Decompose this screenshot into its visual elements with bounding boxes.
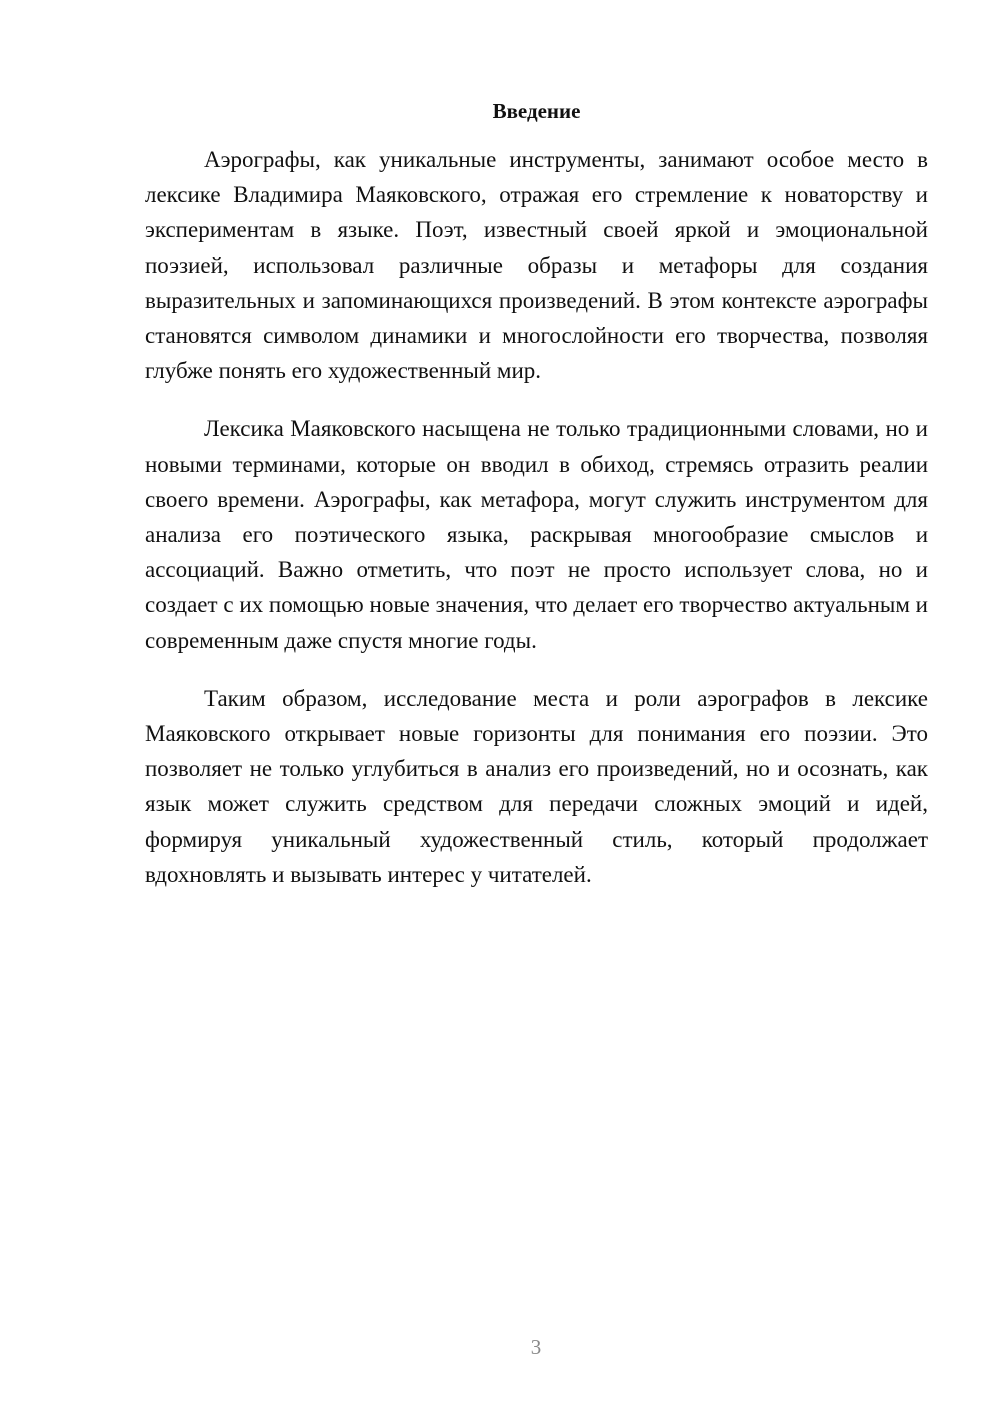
body-text — [145, 142, 928, 915]
paragraph-1: Аэрографы, как уникальные инструменты, занимают особое место в лексике Владимира Маяковского, отражая его стремление к новаторству и экспериментам в языке. Поэт, известный своей яркой и эмоциональной поэзией, использовал различные образы и метафоры для создания выразительных и запоминающихся произведений. В этом контексте аэрографы становятся символом динамики и многослойности его творчества, позволяя глубже понять его художественный мир. — [145, 147, 928, 384]
paragraph-3: Таким образом, исследование места и роли аэрографов в лексике Маяковского открывает новые горизонты для понимания его поэзии. Это позволяет не только углубиться в анализ его произведений, но и осознать, как язык может служить средством для передачи сложных эмоций и идей, формируя уникальный художественный стиль, который продолжает вдохновлять и вызывать интерес у читателей. — [145, 685, 928, 887]
paragraph-2: Лексика Маяковского насыщена не только традиционными словами, но и новыми терминами, которые он вводил в обиход, стремясь отразить реалии своего времени. Аэрографы, как метафора, могут служить инструментом для анализа его поэтического языка, раскрывая многообразие смыслов и ассоциаций. Важно отметить, что поэт не просто использует слова, но и создает с их помощью новые значения, что делает его творчество актуальным и современным даже спустя многие годы. — [145, 416, 928, 653]
section-heading: Введение — [492, 99, 581, 123]
page-number: 3 — [530, 1335, 542, 1359]
